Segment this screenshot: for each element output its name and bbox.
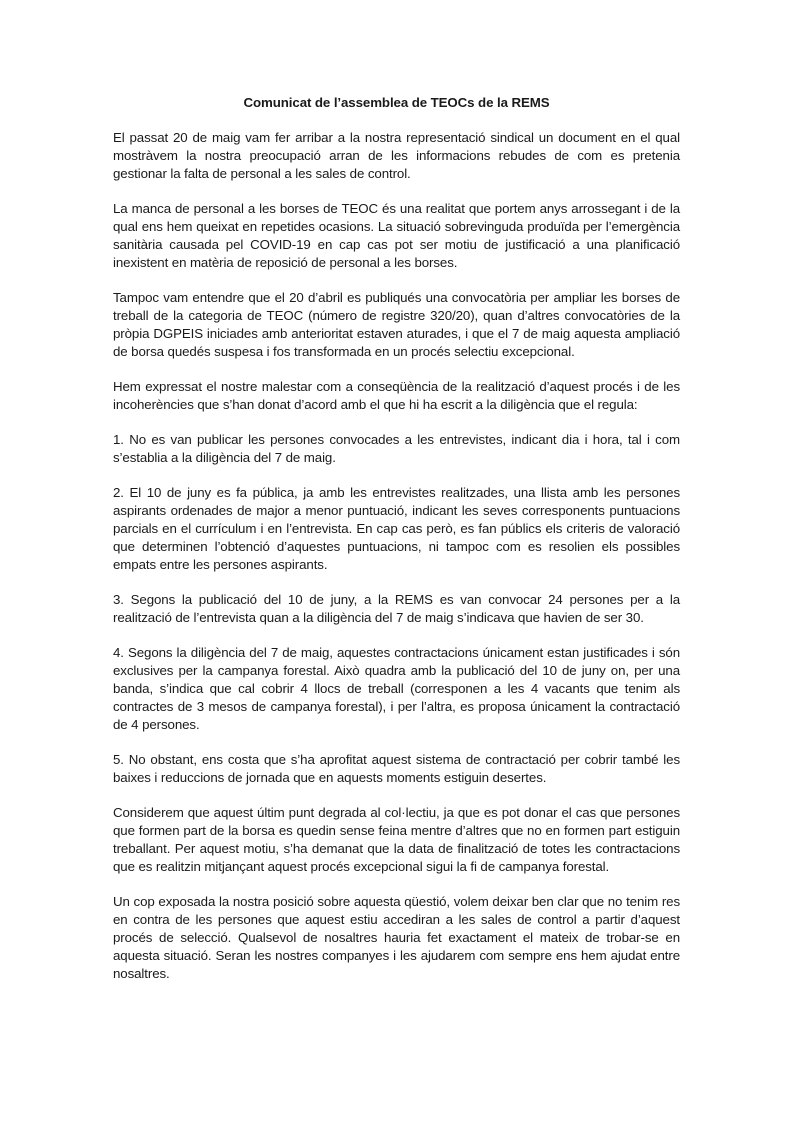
paragraph-intro: El passat 20 de maig vam fer arribar a la nostra representació sindical un document en el qual mostràvem la nostra preocupació arran de les informacions rebudes de com es pretenia gestionar la falta de personal a les sales de control. — [113, 130, 680, 181]
paragraph-conclusion: Un cop exposada la nostra posició sobre aquesta qüestió, volem deixar ben clar que no tenim res en contra de les persones que aquest estiu accediran a les sales de control a partir d’aquest procés de selecció. Qualsevol de nosaltres hauria fet exactament el mateix de trobar-se en aquesta situació. Seran les nostres companyes i les ajudarem com sempre ens hem ajudat entre nosaltres. — [113, 894, 680, 981]
document-title: Comunicat de l’assemblea de TEOCs de la REMS — [243, 95, 550, 110]
paragraph-discontent: Hem expressat el nostre malestar com a conseqüència de la realització d’aquest procés i de les incoherències que s’han donat d’acord amb el que hi ha escrit a la diligència que el regula: — [113, 379, 680, 412]
paragraph-point-3: 3. Segons la publicació del 10 de juny, a la REMS es van convocar 24 persones per a la realització de l’entrevista quan a la diligència del 7 de maig s’indicava que havien de ser 30. — [113, 592, 680, 625]
paragraph-point-5: 5. No obstant, ens costa que s’ha aprofitat aquest sistema de contractació per cobrir també les baixes i reduccions de jornada que en aquests moments estiguin desertes. — [113, 752, 680, 785]
paragraph-convocation: Tampoc vam entendre que el 20 d’abril es publiqués una convocatòria per ampliar les borses de treball de la categoria de TEOC (número de registre 320/20), quan d’altres convocatòries de la pròpia DGPEIS iniciades amb anterioritat estaven aturades, i que el 7 de maig aquesta ampliació de borsa quedés suspesa i fos transformada en un procés selectiu excepcional. — [113, 290, 680, 359]
paragraph-point-2: 2. El 10 de juny es fa pública, ja amb les entrevistes realitzades, una llista amb les persones aspirants ordenades de major a menor puntuació, indicant les seves corresponents puntuacions parcials en el currículum i en l’entrevista. En cap cas però, es fan públics els criteris de valoració que determinen l’obtenció d’aquestes puntuacions, ni tampoc com es resolien els possibles empats entre les persones aspirants. — [113, 485, 680, 572]
document-body — [113, 94, 680, 1000]
paragraph-point-1: 1. No es van publicar les persones convocades a les entrevistes, indicant dia i hora, tal i com s’establia a la diligència del 7 de maig. — [113, 432, 680, 465]
paragraph-staff-shortage: La manca de personal a les borses de TEOC és una realitat que portem anys arrossegant i de la qual ens hem queixat en repetides ocasions. La situació sobrevinguda produïda per l’emergència sanitària causada pel COVID-19 en cap cas pot ser motiu de justificació a una planificació inexistent en matèria de reposició de personal a les borses. — [113, 201, 680, 270]
paragraph-point-4: 4. Segons la diligència del 7 de maig, aquestes contractacions únicament estan justificades i són exclusives per la campanya forestal. Això quadra amb la publicació del 10 de juny on, per una banda, s’indica que cal cobrir 4 llocs de treball (corresponen a les 4 vacants que tenim als contractes de 3 mesos de campanya forestal), i per l’altra, es proposa únicament la contractació de 4 persones. — [113, 645, 680, 732]
paragraph-consideration: Considerem que aquest últim punt degrada al col·lectiu, ja que es pot donar el cas que persones que formen part de la borsa es quedin sense feina mentre d’altres que no en formen part estiguin treballant. Per aquest motiu, s’ha demanat que la data de finalització de totes les contractacions que es realitzin mitjançant aquest procés excepcional sigui la fi de campanya forestal. — [113, 805, 680, 874]
